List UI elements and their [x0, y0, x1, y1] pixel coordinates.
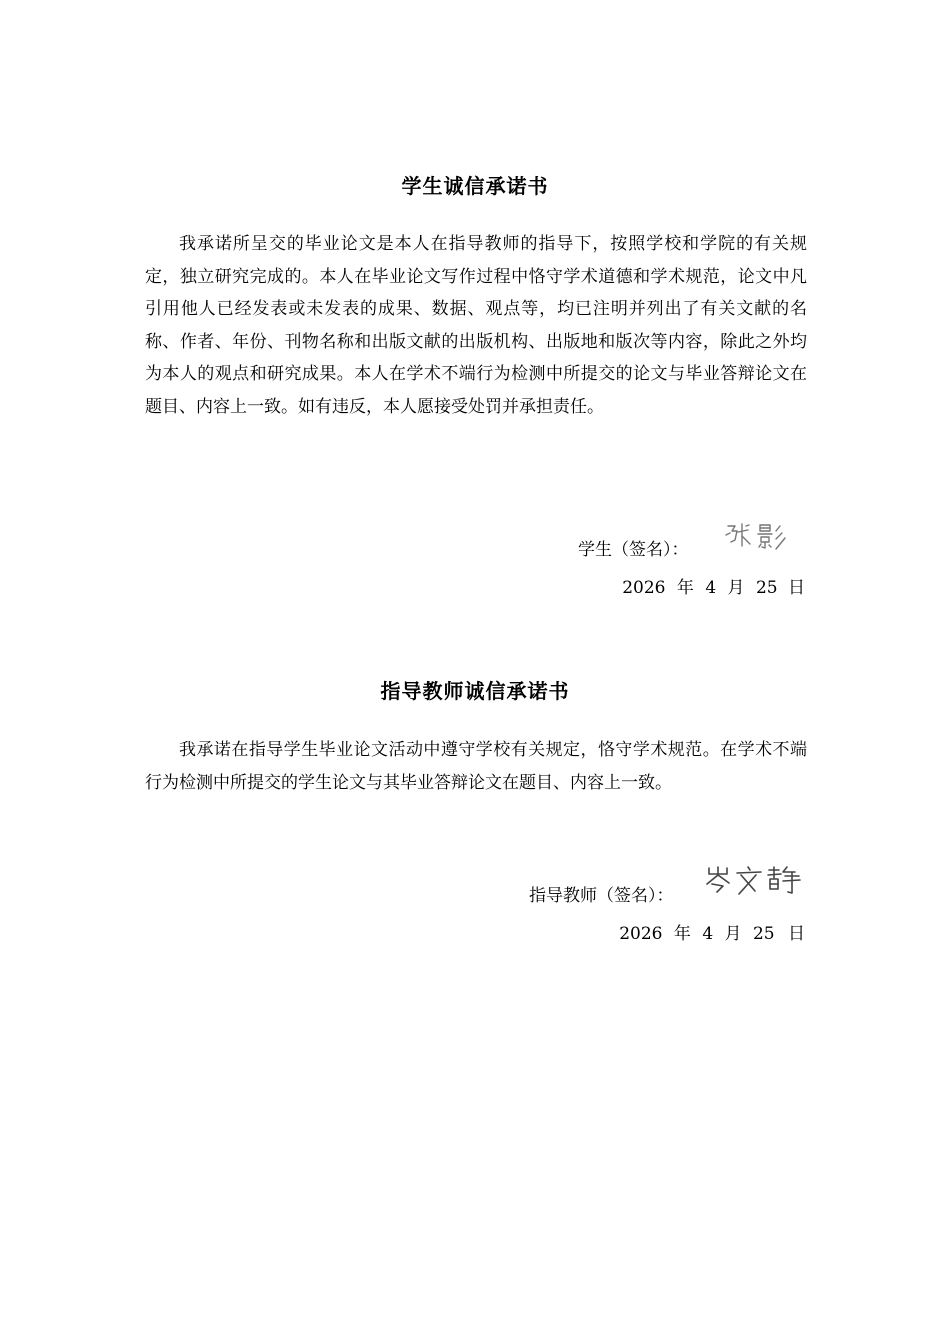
student-signature-label: 学生（签名）：	[578, 540, 689, 560]
student-signature	[722, 520, 794, 556]
student-date-day-unit: 日	[788, 578, 805, 598]
advisor-date-month-unit: 月	[724, 924, 742, 944]
student-pledge-title: 学生诚信承诺书	[401, 174, 549, 198]
student-pledge-body: 我承诺所呈交的毕业论文是本人在指导教师的指导下，按照学校和学院的有关规定，独立研究完成的。本人在毕业论文写作过程中恪守学术道德和学术规范，论文中凡引用他人已经发表或未发表的成果、数据、观点等，均已注明并列出了有关文献的名称、作者、年份、刊物名称和出版文献的出版机构、出版地和版次等内容，除此之外均为本人的观点和研究成果。本人在学术不端行为检测中所提交的论文与毕业答辩论文在题目、内容上一致。如有违反，本人愿接受处罚并承担责任。	[145, 234, 807, 417]
advisor-date-month: 4	[702, 924, 714, 944]
advisor-pledge-title: 指导教师诚信承诺书	[380, 679, 570, 703]
student-date-year: 2026	[622, 578, 666, 598]
student-date-month-unit: 月	[727, 578, 745, 598]
student-pledge-date	[622, 573, 805, 598]
advisor-signature-label: 指导教师（签名）：	[529, 886, 674, 906]
student-date-year-unit: 年	[676, 578, 694, 598]
advisor-date-year-unit: 年	[673, 924, 691, 944]
advisor-date-day: 25	[752, 924, 775, 944]
student-date-day: 25	[755, 578, 778, 598]
advisor-date-day-unit: 日	[788, 924, 805, 944]
student-date-month: 4	[705, 578, 717, 598]
advisor-pledge-date	[619, 919, 805, 944]
advisor-pledge-body: 我承诺在指导学生毕业论文活动中遵守学校有关规定，恪守学术规范。在学术不端行为检测中所提交的学生论文与其毕业答辩论文在题目、内容上一致。	[145, 740, 807, 793]
advisor-signature	[703, 864, 803, 900]
advisor-date-year: 2026	[619, 924, 663, 944]
